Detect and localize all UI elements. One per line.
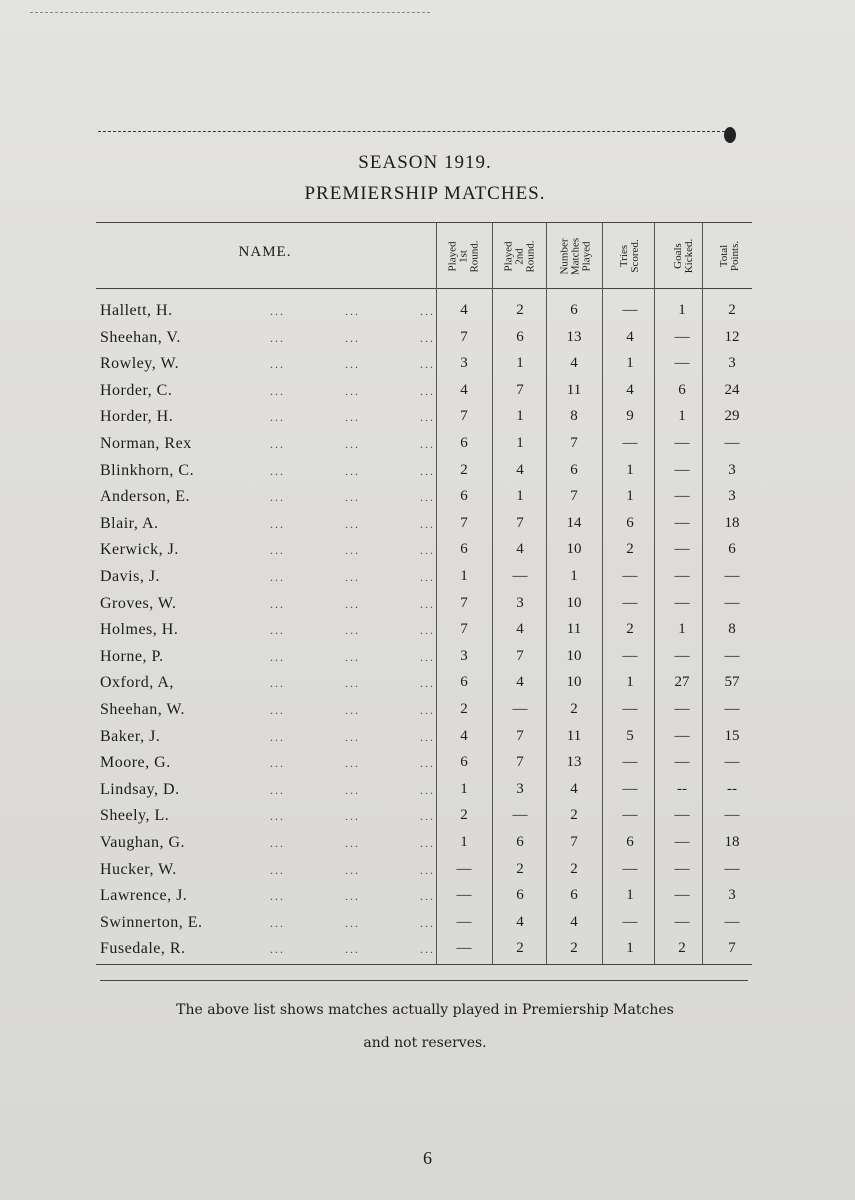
leader-dots: ...: [270, 836, 285, 850]
table-row: [100, 302, 750, 328]
player-name: Blair, A.: [100, 514, 159, 532]
leader-dots: ...: [420, 383, 435, 398]
table-cell: 24: [724, 381, 740, 398]
table-cell: 1: [460, 834, 468, 850]
leader-dots: ...: [345, 437, 360, 451]
leader-dots: ...: [420, 357, 435, 372]
player-name: Rowley, W.: [100, 355, 180, 373]
leader-dots: ...: [345, 623, 360, 638]
player-name: Groves, W.: [100, 594, 177, 612]
table-cell: —: [512, 568, 528, 584]
player-name: Horne, P.: [100, 647, 164, 665]
leader-dots: ...: [420, 437, 435, 451]
table-cell: --: [727, 780, 737, 797]
table-cell: 1: [460, 568, 468, 584]
leader-dots: ...: [270, 410, 285, 425]
leader-dots: ...: [270, 782, 285, 797]
table-cell: 4: [570, 913, 578, 930]
table-cell: 27: [674, 674, 690, 691]
table-cell: 10: [566, 541, 582, 558]
table-cell: 13: [566, 754, 582, 771]
table-cell: 6: [626, 834, 634, 850]
leader-dots: ...: [270, 490, 285, 505]
footnote-line-1: The above list shows matches actually played in Premiership Matches: [176, 1002, 674, 1018]
table-cell: 4: [516, 621, 524, 638]
leader-dots: ...: [420, 756, 435, 771]
table-cell: 6: [570, 461, 578, 478]
table-cell: 6: [516, 887, 524, 904]
leader-dots: ...: [345, 490, 360, 505]
leader-dots: ...: [420, 304, 435, 318]
table-cell: —: [724, 913, 740, 930]
table-row: [100, 674, 750, 700]
table-row: [100, 595, 750, 621]
table-cell: 7: [516, 727, 524, 744]
leader-dots: ...: [420, 942, 435, 957]
leader-dots: ...: [345, 676, 360, 691]
player-name: Holmes, H.: [100, 621, 179, 639]
table-cell: 2: [460, 807, 468, 824]
table-cell: 1: [516, 355, 524, 372]
table-row: [100, 488, 750, 514]
leader-dots: ...: [345, 543, 360, 558]
table-cell: 3: [728, 461, 736, 478]
leader-dots: ...: [420, 410, 435, 425]
leader-dots: ...: [420, 649, 435, 664]
table-row: [100, 701, 750, 727]
table-cell: 7: [728, 940, 736, 957]
table-row: [100, 408, 750, 434]
table-cell: 12: [724, 328, 740, 345]
leader-dots: ...: [270, 729, 285, 744]
player-name: Vaughan, G.: [100, 834, 186, 851]
table-cell: 3: [516, 594, 524, 611]
table-cell: 6: [460, 541, 468, 558]
table-cell: 2: [626, 541, 634, 558]
leader-dots: ...: [420, 809, 435, 824]
table-cell: —: [724, 568, 740, 584]
player-name: Sheehan, V.: [100, 328, 181, 346]
table-cell: 1: [570, 568, 578, 584]
leader-dots: ...: [270, 543, 285, 558]
table-cell: 6: [626, 514, 634, 531]
table-row: [100, 435, 750, 461]
table-cell: —: [622, 594, 638, 611]
table-cell: 29: [724, 408, 740, 425]
table-cell: 7: [516, 381, 524, 398]
table-cell: 2: [460, 461, 468, 478]
table-cell: 6: [516, 834, 524, 850]
table-cell: 3: [460, 355, 468, 372]
leader-dots: ...: [270, 889, 285, 904]
column-header-played-2nd-round: Played 2nd Round.: [502, 239, 537, 273]
season-title: SEASON 1919.: [358, 152, 492, 173]
column-header-total-points: Total Points.: [718, 240, 741, 272]
table-cell: 6: [570, 887, 578, 904]
table-cell: —: [456, 913, 472, 930]
leader-dots: ...: [420, 836, 435, 850]
table-cell: —: [622, 701, 638, 717]
table-cell: 7: [460, 408, 468, 425]
name-column-header: NAME.: [238, 244, 292, 260]
table-cell: 2: [516, 302, 524, 318]
table-cell: —: [512, 807, 528, 824]
table-cell: —: [724, 594, 740, 611]
leader-dots: ...: [345, 942, 360, 957]
table-cell: 7: [570, 834, 578, 850]
table-cell: 3: [460, 647, 468, 664]
table-cell: 2: [460, 701, 468, 717]
leader-dots: ...: [345, 915, 360, 930]
top-rule: [98, 131, 730, 132]
table-cell: 10: [566, 674, 582, 691]
table-cell: —: [674, 647, 690, 664]
leader-dots: ...: [420, 330, 435, 345]
table-row: [100, 728, 750, 754]
table-cell: --: [677, 780, 687, 797]
column-header-tries-scored: Tries Scored.: [618, 239, 641, 273]
player-name: Lindsay, D.: [100, 780, 180, 798]
leader-dots: ...: [345, 756, 360, 771]
table-cell: 8: [570, 408, 578, 425]
table-row: [100, 648, 750, 674]
table-cell: 9: [626, 408, 634, 425]
column-header-goals-kicked: Goals Kicked.: [672, 238, 695, 274]
leader-dots: ...: [345, 596, 360, 611]
table-row: [100, 940, 750, 966]
leader-dots: ...: [420, 862, 435, 877]
table-cell: 2: [570, 940, 578, 957]
table-cell: —: [674, 887, 690, 904]
player-name: Davis, J.: [100, 568, 161, 585]
table-row: [100, 754, 750, 780]
table-cell: —: [674, 541, 690, 558]
leader-dots: ...: [270, 570, 285, 584]
leader-dots: ...: [270, 516, 285, 531]
table-cell: —: [674, 807, 690, 824]
player-name: Sheely, L.: [100, 807, 170, 825]
table-cell: —: [724, 754, 740, 771]
table-cell: —: [674, 514, 690, 531]
table-row: [100, 621, 750, 647]
table-row: [100, 834, 750, 860]
table-cell: —: [622, 860, 638, 877]
table-cell: —: [724, 647, 740, 664]
leader-dots: ...: [270, 756, 285, 771]
leader-dots: ...: [270, 942, 285, 957]
table-cell: 11: [566, 727, 582, 744]
table-cell: —: [674, 754, 690, 771]
player-name: Moore, G.: [100, 754, 171, 772]
table-cell: 10: [566, 647, 582, 664]
table-cell: 7: [516, 754, 524, 771]
column-header-number-matches-played: Number Matches Played: [558, 237, 593, 275]
table-cell: 4: [570, 780, 578, 797]
table-cell: 2: [570, 701, 578, 717]
table-cell: 7: [570, 488, 578, 505]
leader-dots: ...: [345, 862, 360, 877]
table-cell: 4: [516, 674, 524, 691]
leader-dots: ...: [420, 782, 435, 797]
table-cell: 15: [724, 727, 740, 744]
player-name: Sheehan, W.: [100, 701, 186, 718]
leader-dots: ...: [270, 463, 285, 478]
table-cell: 4: [626, 328, 634, 345]
player-name: Blinkhorn, C.: [100, 461, 195, 479]
table-row: [100, 382, 750, 408]
table-cell: 10: [566, 594, 582, 611]
table-cell: 2: [728, 302, 736, 318]
table-cell: —: [622, 754, 638, 771]
table-cell: 7: [460, 594, 468, 611]
player-name: Kerwick, J.: [100, 541, 179, 559]
table-cell: —: [674, 913, 690, 930]
leader-dots: ...: [420, 516, 435, 531]
leader-dots: ...: [270, 703, 285, 717]
table-row: [100, 329, 750, 355]
leader-dots: ...: [345, 836, 360, 850]
table-cell: 4: [516, 541, 524, 558]
table-cell: 3: [728, 887, 736, 904]
table-cell: 7: [460, 328, 468, 345]
table-cell: 6: [460, 674, 468, 691]
table-cell: —: [674, 594, 690, 611]
leader-dots: ...: [420, 623, 435, 638]
table-cell: 4: [626, 381, 634, 398]
player-name: Hallett, H.: [100, 302, 173, 319]
leader-dots: ...: [420, 490, 435, 505]
table-cell: 2: [570, 807, 578, 824]
table-cell: 7: [516, 647, 524, 664]
table-cell: —: [456, 887, 472, 904]
leader-dots: ...: [420, 570, 435, 584]
table-cell: 1: [460, 780, 468, 797]
table-row: [100, 887, 750, 913]
table-cell: 6: [460, 435, 468, 451]
table-cell: —: [674, 860, 690, 877]
table-cell: —: [622, 807, 638, 824]
table-row: [100, 355, 750, 381]
table-cell: 2: [678, 940, 686, 957]
page-title: PREMIERSHIP MATCHES.: [304, 183, 546, 204]
table-row: [100, 914, 750, 940]
leader-dots: ...: [345, 703, 360, 717]
table-cell: 7: [516, 514, 524, 531]
player-name: Swinnerton, E.: [100, 913, 203, 931]
table-cell: —: [674, 701, 690, 717]
leader-dots: ...: [270, 649, 285, 664]
table-cell: 3: [516, 780, 524, 797]
table-cell: 2: [516, 940, 524, 957]
table-cell: 6: [460, 488, 468, 505]
leader-dots: ...: [420, 463, 435, 478]
table-cell: 57: [724, 674, 740, 691]
leader-dots: ...: [345, 570, 360, 584]
table-cell: 13: [566, 328, 582, 345]
table-cell: —: [622, 302, 638, 318]
table-cell: 4: [460, 727, 468, 744]
table-cell: —: [456, 860, 472, 877]
leader-dots: ...: [345, 463, 360, 478]
table-cell: 4: [570, 355, 578, 372]
table-cell: 1: [626, 940, 634, 957]
table-cell: 6: [516, 328, 524, 345]
table-row: [100, 807, 750, 833]
table-cell: —: [674, 461, 690, 478]
footnote-line-2: and not reserves.: [363, 1035, 487, 1051]
table-cell: 1: [678, 621, 686, 638]
leader-dots: ...: [345, 729, 360, 744]
leader-dots: ...: [270, 862, 285, 877]
player-name: Lawrence, J.: [100, 887, 188, 905]
player-name: Baker, J.: [100, 727, 161, 745]
table-cell: —: [456, 940, 472, 957]
player-name: Horder, C.: [100, 381, 173, 399]
player-name: Norman, Rex: [100, 435, 192, 452]
leader-dots: ...: [345, 809, 360, 824]
leader-dots: ...: [420, 703, 435, 717]
table-cell: —: [674, 488, 690, 505]
table-cell: 11: [566, 621, 582, 638]
table-row: [100, 861, 750, 887]
leader-dots: ...: [345, 782, 360, 797]
table-cell: 3: [728, 488, 736, 505]
table-cell: 4: [460, 381, 468, 398]
table-cell: —: [674, 834, 690, 850]
table-row: [100, 568, 750, 594]
leader-dots: ...: [420, 915, 435, 930]
table-cell: 7: [460, 514, 468, 531]
table-cell: 3: [728, 355, 736, 372]
table-cell: 8: [728, 621, 736, 638]
table-cell: 2: [626, 621, 634, 638]
leader-dots: ...: [420, 729, 435, 744]
table-cell: 1: [626, 674, 634, 691]
table-cell: —: [512, 701, 528, 717]
leader-dots: ...: [345, 383, 360, 398]
leader-dots: ...: [345, 889, 360, 904]
table-cell: 1: [516, 408, 524, 425]
table-cell: —: [724, 807, 740, 824]
table-cell: 7: [570, 435, 578, 451]
table-cell: 11: [566, 381, 582, 398]
leader-dots: ...: [345, 330, 360, 345]
table-cell: —: [674, 328, 690, 345]
table-cell: 1: [626, 355, 634, 372]
player-name: Hucker, W.: [100, 860, 177, 878]
leader-dots: ...: [420, 596, 435, 611]
table-cell: —: [622, 780, 638, 797]
player-name: Horder, H.: [100, 408, 174, 426]
table-cell: 1: [516, 488, 524, 505]
leader-dots: ...: [420, 543, 435, 558]
table-cell: 2: [570, 860, 578, 877]
table-cell: 7: [460, 621, 468, 638]
top-edge-marks: [30, 12, 430, 13]
ink-blot: [724, 127, 736, 143]
table-cell: 1: [626, 887, 634, 904]
table-cell: —: [622, 568, 638, 584]
table-cell: 4: [460, 302, 468, 318]
leader-dots: ...: [270, 809, 285, 824]
table-bottom-rule-2: [100, 980, 748, 981]
table-cell: —: [674, 435, 690, 451]
leader-dots: ...: [270, 437, 285, 451]
table-cell: 18: [724, 514, 740, 531]
table-cell: —: [674, 568, 690, 584]
leader-dots: ...: [345, 410, 360, 425]
table-cell: 1: [626, 461, 634, 478]
table-cell: —: [674, 355, 690, 372]
table-cell: 1: [678, 408, 686, 425]
table-cell: —: [622, 913, 638, 930]
table-cell: 4: [516, 461, 524, 478]
leader-dots: ...: [420, 676, 435, 691]
table-cell: 6: [570, 302, 578, 318]
leader-dots: ...: [270, 915, 285, 930]
player-name: Anderson, E.: [100, 488, 190, 506]
table-cell: 18: [724, 834, 740, 850]
table-cell: —: [622, 647, 638, 664]
table-bottom-rule: [96, 964, 752, 965]
table-row: [100, 462, 750, 488]
leader-dots: ...: [345, 304, 360, 318]
table-cell: —: [622, 435, 638, 451]
table-cell: 6: [728, 541, 736, 558]
table-cell: 1: [516, 435, 524, 451]
table-cell: 4: [516, 913, 524, 930]
leader-dots: ...: [270, 330, 285, 345]
table-cell: 5: [626, 727, 634, 744]
leader-dots: ...: [270, 383, 285, 398]
leader-dots: ...: [270, 676, 285, 691]
table-cell: 1: [678, 302, 686, 318]
leader-dots: ...: [345, 649, 360, 664]
leader-dots: ...: [270, 623, 285, 638]
table-cell: —: [674, 727, 690, 744]
player-name: Fusedale, R.: [100, 940, 186, 958]
column-header-played-1st-round: Played 1st Round.: [446, 239, 481, 273]
table-cell: 14: [566, 514, 582, 531]
table-cell: —: [724, 435, 740, 451]
leader-dots: ...: [420, 889, 435, 904]
table-cell: —: [724, 701, 740, 717]
table-row: [100, 515, 750, 541]
leader-dots: ...: [345, 357, 360, 372]
page-number: 6: [423, 1148, 432, 1168]
leader-dots: ...: [270, 596, 285, 611]
table-cell: 6: [460, 754, 468, 771]
table-cell: 1: [626, 488, 634, 505]
leader-dots: ...: [270, 304, 285, 318]
player-name: Oxford, A,: [100, 674, 174, 692]
table-cell: 6: [678, 381, 686, 398]
leader-dots: ...: [270, 357, 285, 372]
table-cell: 2: [516, 860, 524, 877]
table-row: [100, 781, 750, 807]
leader-dots: ...: [345, 516, 360, 531]
table-cell: —: [724, 860, 740, 877]
table-row: [100, 541, 750, 567]
